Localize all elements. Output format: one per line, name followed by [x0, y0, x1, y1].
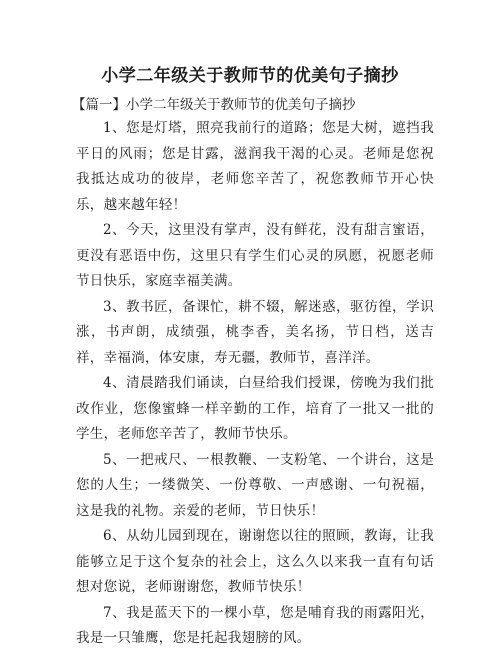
- paragraph-4: 4、清晨踏我们诵读，白昼给我们授课，傍晚为我们批改作业，您像蜜蜂一样辛勤的工作，培育了一批又一批的学生，老师您辛苦了，教师节快乐。: [76, 375, 434, 442]
- paragraph-7: 7、我是蓝天下的一棵小草，您是哺育我的雨露阳光，我是一只雏鹰，您是托起我翅膀的风。: [76, 604, 434, 646]
- document-title: 小学二年级关于教师节的优美句子摘抄: [101, 66, 399, 86]
- paragraph-1: 1、您是灯塔，照亮我前行的道路；您是大树，遮挡我平日的风雨；您是甘露，滋润我干渴的心灵。老师是您祝我抵达成功的彼岸，老师您辛苦了，祝您教师节开心快乐，越来越年轻！: [76, 120, 434, 213]
- paragraph-3: 3、教书匠，备课忙，耕不辍，解迷惑，驱彷徨，学识涨，书声朗，成绩强，桃李香，美名扬，节日档，送吉祥，幸福淌，体安康，寿无疆，教师节，喜洋洋。: [76, 298, 434, 366]
- paragraph-6: 6、从幼儿园到现在，谢谢您以往的照顾，教诲，让我能够立足于这个复杂的社会上，这么久以来我一直有句话想对您说，老师谢谢您，教师节快乐！: [76, 528, 434, 595]
- paragraph-5: 5、一把戒尺、一根教鞭、一支粉笔、一个讲台，这是您的人生；一缕微笑、一份尊敬、一声感谢、一句祝福，这是我的礼物。亲爱的老师，节日快乐！: [76, 451, 434, 519]
- section-heading: 【篇一】小学二年级关于教师节的优美句子摘抄: [72, 97, 356, 113]
- paragraph-2: 2、今天，这里没有掌声，没有鲜花，没有甜言蜜语，更没有恶语中伤，这里只有学生们心灵的夙愿，祝愿老师节日快乐，家庭幸福美满。: [76, 222, 434, 289]
